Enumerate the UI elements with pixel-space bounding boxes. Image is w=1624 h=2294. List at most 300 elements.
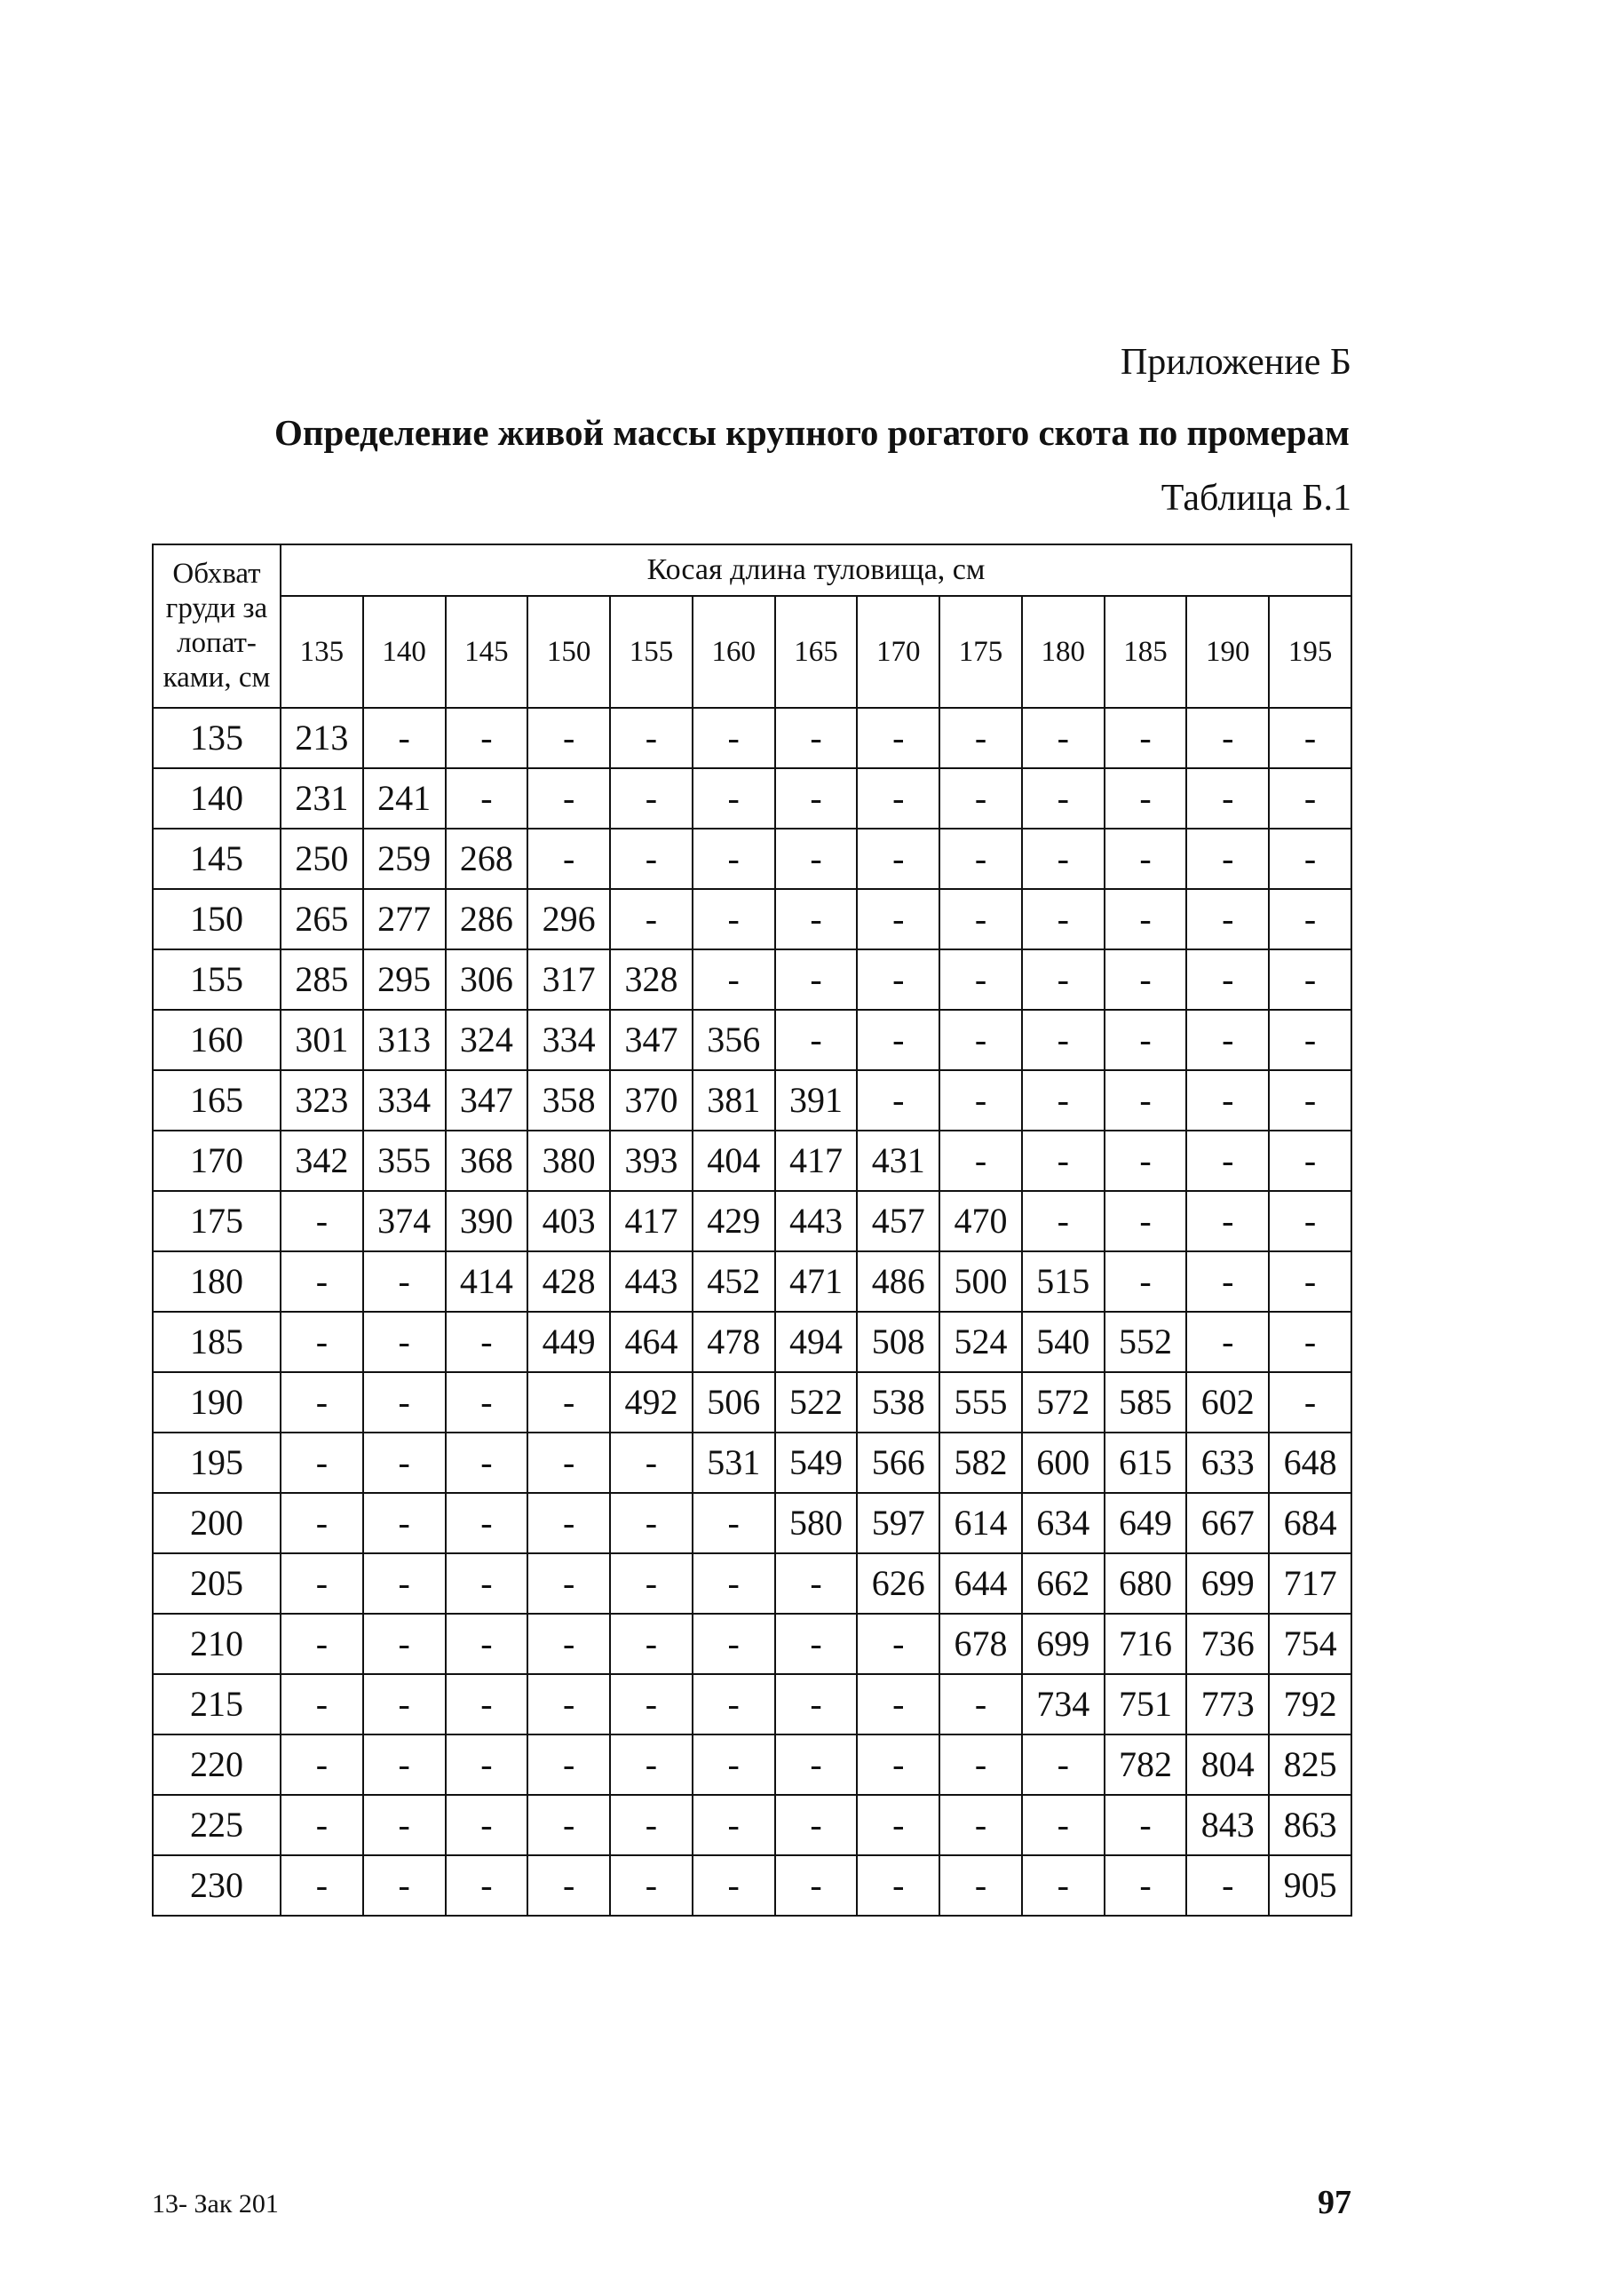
mass-cell: - xyxy=(1105,1795,1187,1855)
mass-cell: - xyxy=(1269,1010,1351,1070)
table-row xyxy=(153,889,1351,949)
mass-cell: - xyxy=(446,1734,528,1795)
column-header-190: 190 xyxy=(1186,596,1269,708)
mass-cell: - xyxy=(610,1493,693,1553)
mass-cell: - xyxy=(1105,949,1187,1010)
mass-cell: - xyxy=(775,1734,858,1795)
mass-cell: - xyxy=(693,1493,775,1553)
mass-cell: - xyxy=(1186,708,1269,768)
mass-cell: - xyxy=(857,708,939,768)
mass-cell: - xyxy=(775,829,858,889)
mass-cell: - xyxy=(1105,1251,1187,1312)
mass-cell: - xyxy=(363,708,446,768)
table-row xyxy=(153,1855,1351,1916)
mass-cell: 334 xyxy=(363,1070,446,1131)
mass-cell: - xyxy=(1269,949,1351,1010)
mass-cell: 390 xyxy=(446,1191,528,1251)
mass-cell: - xyxy=(857,1010,939,1070)
mass-cell: - xyxy=(363,1734,446,1795)
girth-cell: 165 xyxy=(153,1070,281,1131)
mass-cell: 457 xyxy=(857,1191,939,1251)
girth-cell: 230 xyxy=(153,1855,281,1916)
mass-cell: - xyxy=(527,1614,610,1674)
mass-cell: - xyxy=(446,1312,528,1372)
mass-cell: 649 xyxy=(1105,1493,1187,1553)
mass-cell: 494 xyxy=(775,1312,858,1372)
mass-cell: - xyxy=(610,1734,693,1795)
mass-cell: 600 xyxy=(1022,1433,1105,1493)
mass-cell: - xyxy=(363,1493,446,1553)
mass-cell: - xyxy=(775,1674,858,1734)
mass-cell: 508 xyxy=(857,1312,939,1372)
mass-cell: 452 xyxy=(693,1251,775,1312)
column-header-180: 180 xyxy=(1022,596,1105,708)
column-header-150: 150 xyxy=(527,596,610,708)
mass-cell: 295 xyxy=(363,949,446,1010)
mass-cell: - xyxy=(363,1795,446,1855)
mass-cell: - xyxy=(857,768,939,829)
mass-cell: 213 xyxy=(281,708,363,768)
mass-cell: 500 xyxy=(939,1251,1022,1312)
mass-cell: - xyxy=(1022,1010,1105,1070)
mass-cell: - xyxy=(939,1734,1022,1795)
mass-cell: 804 xyxy=(1186,1734,1269,1795)
mass-cell: - xyxy=(1269,1372,1351,1433)
mass-cell: 773 xyxy=(1186,1674,1269,1734)
mass-cell: - xyxy=(775,1795,858,1855)
mass-cell: - xyxy=(446,768,528,829)
mass-cell: 492 xyxy=(610,1372,693,1433)
mass-cell: 680 xyxy=(1105,1553,1187,1614)
mass-cell: 751 xyxy=(1105,1674,1187,1734)
mass-cell: - xyxy=(775,949,858,1010)
mass-cell: - xyxy=(1269,889,1351,949)
mass-cell: - xyxy=(446,1553,528,1614)
table-row xyxy=(153,1312,1351,1372)
mass-cell: 417 xyxy=(775,1131,858,1191)
mass-cell: 684 xyxy=(1269,1493,1351,1553)
mass-cell: - xyxy=(1269,829,1351,889)
mass-cell: - xyxy=(1186,1070,1269,1131)
mass-cell: - xyxy=(610,889,693,949)
column-header-175: 175 xyxy=(939,596,1022,708)
girth-cell: 190 xyxy=(153,1372,281,1433)
mass-cell: 313 xyxy=(363,1010,446,1070)
mass-cell: - xyxy=(1105,1191,1187,1251)
mass-cell: 825 xyxy=(1269,1734,1351,1795)
mass-cell: - xyxy=(857,1674,939,1734)
mass-cell: 734 xyxy=(1022,1674,1105,1734)
mass-cell: 678 xyxy=(939,1614,1022,1674)
page-number: 97 xyxy=(1318,2184,1351,2221)
table-row xyxy=(153,1553,1351,1614)
mass-cell: - xyxy=(1269,1312,1351,1372)
mass-cell: - xyxy=(1186,949,1269,1010)
mass-cell: - xyxy=(1186,889,1269,949)
mass-cell: - xyxy=(857,829,939,889)
mass-cell: - xyxy=(281,1312,363,1372)
mass-cell: - xyxy=(363,1372,446,1433)
mass-cell: 515 xyxy=(1022,1251,1105,1312)
mass-cell: - xyxy=(1269,1251,1351,1312)
mass-cell: - xyxy=(610,829,693,889)
column-header-185: 185 xyxy=(1105,596,1187,708)
mass-cell: - xyxy=(281,1553,363,1614)
table-row xyxy=(153,1010,1351,1070)
mass-cell: 404 xyxy=(693,1131,775,1191)
girth-cell: 195 xyxy=(153,1433,281,1493)
mass-cell: - xyxy=(1022,708,1105,768)
mass-cell: - xyxy=(527,768,610,829)
mass-cell: - xyxy=(693,1674,775,1734)
mass-cell: - xyxy=(281,1372,363,1433)
mass-cell: - xyxy=(1105,1070,1187,1131)
column-header-170: 170 xyxy=(857,596,939,708)
mass-cell: - xyxy=(939,889,1022,949)
mass-cell: 250 xyxy=(281,829,363,889)
mass-cell: - xyxy=(939,1131,1022,1191)
mass-cell: 699 xyxy=(1186,1553,1269,1614)
mass-cell: 522 xyxy=(775,1372,858,1433)
mass-cell: - xyxy=(1186,829,1269,889)
mass-cell: - xyxy=(363,1251,446,1312)
mass-cell: - xyxy=(1186,1312,1269,1372)
mass-cell: - xyxy=(281,1734,363,1795)
mass-cell: - xyxy=(527,1372,610,1433)
girth-cell: 140 xyxy=(153,768,281,829)
mass-cell: - xyxy=(610,1614,693,1674)
table-row xyxy=(153,1674,1351,1734)
mass-cell: - xyxy=(857,1734,939,1795)
mass-cell: 633 xyxy=(1186,1433,1269,1493)
mass-cell: 347 xyxy=(446,1070,528,1131)
mass-cell: - xyxy=(939,949,1022,1010)
mass-cell: - xyxy=(610,1795,693,1855)
mass-cell: - xyxy=(1105,889,1187,949)
mass-cell: - xyxy=(693,889,775,949)
mass-cell: - xyxy=(610,708,693,768)
mass-cell: 370 xyxy=(610,1070,693,1131)
mass-cell: - xyxy=(527,1734,610,1795)
mass-cell: 580 xyxy=(775,1493,858,1553)
mass-cell: 572 xyxy=(1022,1372,1105,1433)
mass-cell: - xyxy=(939,768,1022,829)
mass-cell: 615 xyxy=(1105,1433,1187,1493)
mass-cell: - xyxy=(693,1553,775,1614)
mass-cell: - xyxy=(775,768,858,829)
mass-cell: - xyxy=(1105,1010,1187,1070)
row-header-cell: Обхват груди за лопат-ками, см xyxy=(153,544,281,708)
mass-cell: 626 xyxy=(857,1553,939,1614)
table-row xyxy=(153,1251,1351,1312)
mass-cell: - xyxy=(446,1855,528,1916)
mass-cell: - xyxy=(1269,1131,1351,1191)
girth-cell: 205 xyxy=(153,1553,281,1614)
girth-cell: 155 xyxy=(153,949,281,1010)
table-row xyxy=(153,1131,1351,1191)
mass-cell: - xyxy=(775,1614,858,1674)
appendix-label: Приложение Б xyxy=(1120,342,1351,383)
mass-cell: 470 xyxy=(939,1191,1022,1251)
mass-cell: 614 xyxy=(939,1493,1022,1553)
mass-cell: - xyxy=(446,1493,528,1553)
mass-cell: 648 xyxy=(1269,1433,1351,1493)
girth-cell: 220 xyxy=(153,1734,281,1795)
column-header-155: 155 xyxy=(610,596,693,708)
table-row xyxy=(153,708,1351,768)
mass-cell: 540 xyxy=(1022,1312,1105,1372)
column-group-header: Косая длина туловища, см xyxy=(281,544,1351,596)
mass-cell: - xyxy=(775,1553,858,1614)
mass-cell: - xyxy=(693,1795,775,1855)
mass-cell: 356 xyxy=(693,1010,775,1070)
mass-cell: - xyxy=(527,1553,610,1614)
table-row xyxy=(153,1070,1351,1131)
mass-cell: - xyxy=(446,1433,528,1493)
mass-cell: - xyxy=(775,889,858,949)
mass-cell: - xyxy=(775,1855,858,1916)
mass-cell: - xyxy=(857,1855,939,1916)
mass-cell: 552 xyxy=(1105,1312,1187,1372)
mass-cell: - xyxy=(527,1795,610,1855)
mass-cell: 417 xyxy=(610,1191,693,1251)
mass-cell: - xyxy=(1186,1191,1269,1251)
column-header-145: 145 xyxy=(446,596,528,708)
mass-cell: 782 xyxy=(1105,1734,1187,1795)
mass-table-body xyxy=(153,544,1351,1916)
mass-cell: 549 xyxy=(775,1433,858,1493)
mass-cell: 277 xyxy=(363,889,446,949)
mass-cell: - xyxy=(1022,949,1105,1010)
girth-cell: 170 xyxy=(153,1131,281,1191)
mass-cell: 285 xyxy=(281,949,363,1010)
mass-cell: 662 xyxy=(1022,1553,1105,1614)
table-row xyxy=(153,949,1351,1010)
girth-cell: 210 xyxy=(153,1614,281,1674)
mass-table xyxy=(152,544,1352,1917)
mass-cell: 736 xyxy=(1186,1614,1269,1674)
mass-cell: 391 xyxy=(775,1070,858,1131)
mass-cell: 449 xyxy=(527,1312,610,1372)
mass-cell: 634 xyxy=(1022,1493,1105,1553)
mass-cell: 342 xyxy=(281,1131,363,1191)
girth-cell: 135 xyxy=(153,708,281,768)
mass-cell: - xyxy=(281,1251,363,1312)
mass-cell: - xyxy=(693,708,775,768)
table-row xyxy=(153,1372,1351,1433)
mass-cell: - xyxy=(281,1191,363,1251)
mass-cell: - xyxy=(1022,1795,1105,1855)
mass-cell: - xyxy=(281,1493,363,1553)
mass-cell: - xyxy=(1022,1855,1105,1916)
table-row xyxy=(153,1433,1351,1493)
mass-cell: 667 xyxy=(1186,1493,1269,1553)
mass-cell: - xyxy=(446,1372,528,1433)
mass-cell: 381 xyxy=(693,1070,775,1131)
girth-cell: 225 xyxy=(153,1795,281,1855)
mass-cell: - xyxy=(281,1674,363,1734)
mass-cell: - xyxy=(527,829,610,889)
mass-cell: 428 xyxy=(527,1251,610,1312)
mass-cell: - xyxy=(1022,1070,1105,1131)
mass-cell: - xyxy=(693,1734,775,1795)
mass-cell: - xyxy=(1186,1131,1269,1191)
mass-cell: - xyxy=(1105,708,1187,768)
mass-cell: - xyxy=(693,829,775,889)
mass-cell: 265 xyxy=(281,889,363,949)
mass-cell: - xyxy=(446,1614,528,1674)
mass-cell: 486 xyxy=(857,1251,939,1312)
mass-cell: - xyxy=(363,1553,446,1614)
mass-cell: - xyxy=(1105,829,1187,889)
footer-order-number: 13- Зак 201 xyxy=(152,2189,279,2219)
mass-cell: - xyxy=(1022,889,1105,949)
mass-cell: - xyxy=(1022,1131,1105,1191)
mass-cell: 374 xyxy=(363,1191,446,1251)
mass-cell: - xyxy=(281,1795,363,1855)
mass-cell: - xyxy=(939,1070,1022,1131)
mass-cell: 328 xyxy=(610,949,693,1010)
mass-cell: 443 xyxy=(610,1251,693,1312)
mass-cell: - xyxy=(446,708,528,768)
mass-cell: 296 xyxy=(527,889,610,949)
mass-cell: - xyxy=(1022,768,1105,829)
mass-cell: - xyxy=(939,829,1022,889)
mass-cell: 644 xyxy=(939,1553,1022,1614)
mass-cell: 323 xyxy=(281,1070,363,1131)
mass-cell: - xyxy=(610,1855,693,1916)
mass-cell: - xyxy=(610,1433,693,1493)
mass-cell: 754 xyxy=(1269,1614,1351,1674)
mass-cell: 555 xyxy=(939,1372,1022,1433)
mass-cell: 231 xyxy=(281,768,363,829)
mass-cell: 414 xyxy=(446,1251,528,1312)
mass-cell: 324 xyxy=(446,1010,528,1070)
mass-cell: - xyxy=(857,1614,939,1674)
mass-cell: 241 xyxy=(363,768,446,829)
mass-cell: - xyxy=(1022,1734,1105,1795)
mass-cell: 306 xyxy=(446,949,528,1010)
mass-cell: 506 xyxy=(693,1372,775,1433)
column-header-195: 195 xyxy=(1269,596,1351,708)
mass-cell: 380 xyxy=(527,1131,610,1191)
mass-cell: 905 xyxy=(1269,1855,1351,1916)
mass-cell: 566 xyxy=(857,1433,939,1493)
mass-cell: - xyxy=(693,768,775,829)
mass-cell: - xyxy=(693,949,775,1010)
mass-cell: - xyxy=(527,708,610,768)
table-label: Таблица Б.1 xyxy=(1161,478,1351,519)
mass-cell: 602 xyxy=(1186,1372,1269,1433)
mass-cell: - xyxy=(446,1795,528,1855)
document-title: Определение живой массы крупного рогатого скота по промерам xyxy=(274,412,1350,453)
mass-cell: - xyxy=(363,1674,446,1734)
mass-cell: - xyxy=(857,1070,939,1131)
column-header-165: 165 xyxy=(775,596,858,708)
mass-cell: - xyxy=(363,1855,446,1916)
girth-cell: 145 xyxy=(153,829,281,889)
mass-cell: 286 xyxy=(446,889,528,949)
mass-cell: 597 xyxy=(857,1493,939,1553)
mass-cell: - xyxy=(1186,1010,1269,1070)
mass-cell: - xyxy=(281,1433,363,1493)
table-column-header-row xyxy=(153,596,1351,708)
column-header-140: 140 xyxy=(363,596,446,708)
mass-cell: 585 xyxy=(1105,1372,1187,1433)
mass-cell: - xyxy=(1186,1855,1269,1916)
mass-cell: - xyxy=(857,889,939,949)
girth-cell: 150 xyxy=(153,889,281,949)
mass-cell: - xyxy=(1105,1855,1187,1916)
mass-cell: - xyxy=(939,1674,1022,1734)
mass-cell: 334 xyxy=(527,1010,610,1070)
table-row xyxy=(153,829,1351,889)
mass-cell: 355 xyxy=(363,1131,446,1191)
girth-cell: 215 xyxy=(153,1674,281,1734)
mass-cell: 531 xyxy=(693,1433,775,1493)
mass-cell: - xyxy=(939,1855,1022,1916)
mass-cell: - xyxy=(1022,1191,1105,1251)
mass-cell: - xyxy=(363,1312,446,1372)
mass-cell: - xyxy=(939,708,1022,768)
mass-cell: 431 xyxy=(857,1131,939,1191)
mass-cell: 582 xyxy=(939,1433,1022,1493)
mass-cell: - xyxy=(693,1855,775,1916)
mass-cell: - xyxy=(281,1855,363,1916)
girth-cell: 160 xyxy=(153,1010,281,1070)
table-row xyxy=(153,1795,1351,1855)
table-header-row xyxy=(153,544,1351,596)
mass-cell: - xyxy=(527,1674,610,1734)
mass-cell: - xyxy=(527,1493,610,1553)
mass-cell: - xyxy=(1269,708,1351,768)
mass-cell: - xyxy=(1105,1131,1187,1191)
mass-cell: - xyxy=(1105,768,1187,829)
mass-cell: - xyxy=(610,768,693,829)
mass-cell: - xyxy=(1269,1191,1351,1251)
girth-cell: 180 xyxy=(153,1251,281,1312)
mass-cell: 301 xyxy=(281,1010,363,1070)
mass-cell: - xyxy=(363,1614,446,1674)
mass-cell: - xyxy=(363,1433,446,1493)
mass-cell: 358 xyxy=(527,1070,610,1131)
table-row xyxy=(153,1191,1351,1251)
mass-cell: - xyxy=(857,1795,939,1855)
mass-cell: - xyxy=(1269,1070,1351,1131)
mass-cell: - xyxy=(1269,768,1351,829)
mass-cell: - xyxy=(281,1614,363,1674)
mass-cell: 863 xyxy=(1269,1795,1351,1855)
mass-cell: 538 xyxy=(857,1372,939,1433)
mass-cell: - xyxy=(527,1433,610,1493)
table-row xyxy=(153,1734,1351,1795)
girth-cell: 175 xyxy=(153,1191,281,1251)
mass-cell: - xyxy=(1186,1251,1269,1312)
table-row xyxy=(153,1493,1351,1553)
mass-cell: 347 xyxy=(610,1010,693,1070)
mass-cell: - xyxy=(775,708,858,768)
mass-cell: - xyxy=(1186,768,1269,829)
mass-cell: 317 xyxy=(527,949,610,1010)
column-header-160: 160 xyxy=(693,596,775,708)
mass-cell: 464 xyxy=(610,1312,693,1372)
mass-cell: 843 xyxy=(1186,1795,1269,1855)
girth-cell: 185 xyxy=(153,1312,281,1372)
mass-cell: 471 xyxy=(775,1251,858,1312)
mass-cell: 792 xyxy=(1269,1674,1351,1734)
mass-cell: 716 xyxy=(1105,1614,1187,1674)
mass-cell: 393 xyxy=(610,1131,693,1191)
